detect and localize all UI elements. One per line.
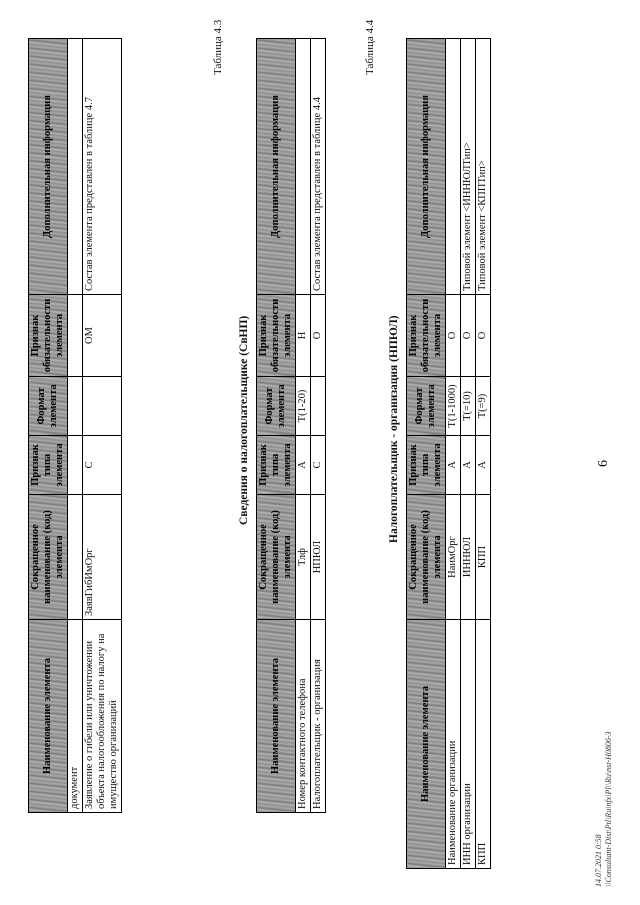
- cell-type: С: [311, 436, 326, 495]
- cell-required: Н: [296, 295, 311, 377]
- cell-extra: [296, 39, 311, 295]
- header-name: Наименование элемента: [407, 620, 446, 869]
- footer-path: \\Consultant-Dist\Ptl\Ru\nfx\Pl\\Ru\nst-H0806-3: [604, 731, 613, 887]
- header-format: Формат элемента: [407, 377, 446, 436]
- table-header-row: [29, 39, 68, 813]
- header-required: Признак обязательности элемента: [257, 295, 296, 377]
- cell-required: [68, 295, 83, 377]
- cell-required: ОМ: [83, 295, 122, 377]
- header-type: Признак типа элемента: [29, 436, 68, 495]
- footer-timestamp: 14.07.2021 0:58: [594, 834, 603, 887]
- table-title: Сведения о налогоплательщике (СвНП): [238, 315, 250, 525]
- table-row: [68, 39, 83, 813]
- cell-type: А: [476, 436, 491, 495]
- cell-type: С: [83, 436, 122, 495]
- table-header-row: [257, 39, 296, 813]
- table-row: [446, 39, 461, 869]
- cell-extra: Состав элемента представлен в таблице 4.4: [311, 39, 326, 295]
- cell-short: ИННЮЛ: [461, 495, 476, 620]
- cell-name: Заявление о гибели или уничтожении объекта налогообложения по налогу на имущество организаций: [83, 620, 122, 813]
- cell-extra: Типовой элемент <КППТип>: [476, 39, 491, 295]
- table-title: Налогоплательщик - организация (НПЮЛ): [388, 315, 400, 543]
- table-4-3: [256, 38, 326, 813]
- table-header-row: [407, 39, 446, 869]
- table-row: [461, 39, 476, 869]
- table-caption: Таблица 4.3: [212, 19, 224, 75]
- cell-type: А: [446, 436, 461, 495]
- cell-short: Тлф: [296, 495, 311, 620]
- cell-name: Номер контактного телефона: [296, 620, 311, 813]
- table-row: [296, 39, 311, 813]
- header-short-name: Сокращенное наименование (код) элемента: [257, 495, 296, 620]
- cell-extra: [446, 39, 461, 295]
- cell-format: Т(1-20): [296, 377, 311, 436]
- header-name: Наименование элемента: [29, 620, 68, 813]
- cell-required: О: [476, 295, 491, 377]
- cell-required: О: [461, 295, 476, 377]
- cell-format: [68, 377, 83, 436]
- header-type: Признак типа элемента: [407, 436, 446, 495]
- page-number: 6: [596, 460, 611, 467]
- cell-short: НПЮЛ: [311, 495, 326, 620]
- header-extra: Дополнительная информация: [407, 39, 446, 295]
- table-4-2-fragment: [28, 38, 122, 813]
- header-required: Признак обязательности элемента: [407, 295, 446, 377]
- cell-extra: [68, 39, 83, 295]
- table-4-4: [406, 38, 491, 869]
- cell-extra: Типовой элемент <ИННЮЛТип>: [461, 39, 476, 295]
- cell-type: А: [461, 436, 476, 495]
- header-short-name: Сокращенное наименование (код) элемента: [407, 495, 446, 620]
- cell-name: Наименование организации: [446, 620, 461, 869]
- print-footer: [594, 731, 614, 887]
- cell-format: [311, 377, 326, 436]
- cell-format: [83, 377, 122, 436]
- header-extra: Дополнительная информация: [29, 39, 68, 295]
- cell-required: О: [446, 295, 461, 377]
- cell-short: [68, 495, 83, 620]
- header-format: Формат элемента: [29, 377, 68, 436]
- cell-format: Т(=9): [476, 377, 491, 436]
- header-required: Признак обязательности элемента: [29, 295, 68, 377]
- cell-format: Т(1-1000): [446, 377, 461, 436]
- cell-format: Т(=10): [461, 377, 476, 436]
- table-row: [476, 39, 491, 869]
- header-short-name: Сокращенное наименование (код) элемента: [29, 495, 68, 620]
- header-extra: Дополнительная информация: [257, 39, 296, 295]
- cell-short: КПП: [476, 495, 491, 620]
- table-row: [311, 39, 326, 813]
- table-caption: Таблица 4.4: [364, 19, 376, 75]
- cell-extra: Состав элемента представлен в таблице 4.7: [83, 39, 122, 295]
- cell-type: А: [296, 436, 311, 495]
- header-format: Формат элемента: [257, 377, 296, 436]
- header-type: Признак типа элемента: [257, 436, 296, 495]
- cell-type: [68, 436, 83, 495]
- cell-name: ИНН организации: [461, 620, 476, 869]
- cell-required: О: [311, 295, 326, 377]
- cell-short: ЗаявГибИмОрг: [83, 495, 122, 620]
- cell-short: НаимОрг: [446, 495, 461, 620]
- cell-name: Налогоплательщик - организация: [311, 620, 326, 813]
- cell-name: КПП: [476, 620, 491, 869]
- cell-name: документ: [68, 620, 83, 813]
- header-name: Наименование элемента: [257, 620, 296, 813]
- table-row: [83, 39, 122, 813]
